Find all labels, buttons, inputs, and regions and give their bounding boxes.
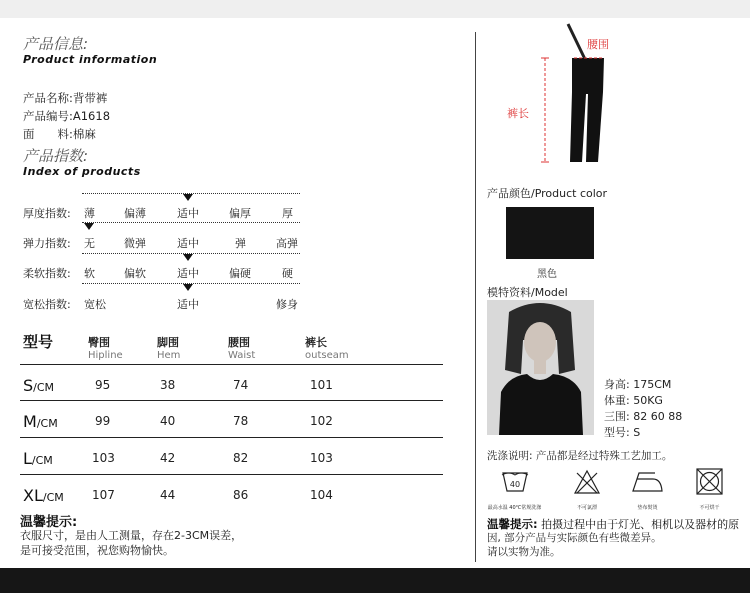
model-photo <box>487 300 594 435</box>
wash-caption: 最高水温 40℃常规洗涤 <box>487 505 542 511</box>
model-weight: 体重: 50KG <box>604 394 663 407</box>
index-marker-softness <box>183 254 193 261</box>
color-swatch-black <box>506 207 594 259</box>
wash-icons <box>487 467 737 509</box>
column-outseam <box>305 334 365 361</box>
index-label-softness: 柔软指数: <box>23 267 71 280</box>
wash-caption: 垫布熨烫 <box>637 505 658 511</box>
index-option: 适中 <box>177 298 199 311</box>
info-label: 产品名称: <box>23 91 73 105</box>
table-cell: 74 <box>233 378 249 392</box>
info-value: 背带裤 <box>72 91 108 105</box>
table-cell: 107 <box>92 488 115 502</box>
table-cell: 82 <box>233 451 249 465</box>
table-row <box>20 449 443 469</box>
bottom-bar <box>0 568 750 593</box>
color-title: 产品颜色/Product color <box>487 187 608 200</box>
table-cell: 44 <box>160 488 176 502</box>
table-cell: 42 <box>160 451 176 465</box>
wash-caption: 不可氯漂 <box>576 505 597 511</box>
index-option: 偏硬 <box>229 267 251 280</box>
index-marker-elasticity <box>84 223 94 230</box>
info-line-name <box>23 90 107 106</box>
index-option: 无 <box>84 237 95 250</box>
no-bleach-icon <box>567 467 607 497</box>
index-label-thickness: 厚度指数: <box>23 207 71 220</box>
column-cn: 臀围 <box>88 336 110 349</box>
column-en: Hipline <box>88 350 123 361</box>
column-cn: 腰围 <box>228 336 250 349</box>
table-cell: 101 <box>310 378 333 392</box>
size-name: L/CM <box>23 449 53 468</box>
wash-caption: 不可烘干 <box>699 505 720 511</box>
info-line-code <box>23 108 110 124</box>
size-table-header: 型号 <box>23 333 54 351</box>
tips-left-line1: 衣服尺寸，是由人工测量，存在2-3CM误差， <box>20 529 243 542</box>
table-cell: 104 <box>310 488 333 502</box>
index-label-fit: 宽松指数: <box>23 298 71 311</box>
info-line-fabric <box>23 126 96 142</box>
tips-right-line1: 拍摄过程中由于灯光、相机以及器材的原 <box>537 518 740 531</box>
info-value: A1618 <box>72 109 111 123</box>
table-cell: 38 <box>160 378 176 392</box>
index-option: 高弹 <box>276 237 298 250</box>
info-label: 产品编号: <box>23 109 73 123</box>
index-option: 弹 <box>235 237 246 250</box>
column-cn: 脚围 <box>157 336 179 349</box>
table-divider <box>20 400 443 401</box>
model-title: 模特资料/Model <box>487 286 568 299</box>
column-cn: 裤长 <box>305 336 327 349</box>
table-cell: 78 <box>233 414 249 428</box>
wash-temp: 40 <box>509 480 521 489</box>
tips-right-line2: 因, 部分产品与实际颜色有些微差异。 <box>487 532 662 544</box>
size-name: S/CM <box>23 376 55 395</box>
table-cell: 99 <box>95 414 111 428</box>
index-option: 适中 <box>177 267 199 280</box>
column-hipline <box>88 334 138 361</box>
model-size: 型号: S <box>604 426 641 439</box>
index-marker-fit <box>183 284 193 291</box>
index-option: 厚 <box>282 207 293 220</box>
index-option: 薄 <box>84 207 95 220</box>
table-row <box>20 486 443 506</box>
product-info-title-en: Product information <box>23 53 158 66</box>
index-option: 偏厚 <box>229 207 251 220</box>
wash-title: 洗涤说明: 产品都是经过特殊工艺加工。 <box>487 450 673 462</box>
iron-group <box>625 467 670 511</box>
model-height: 身高: 175CM <box>604 378 672 391</box>
tips-right-first-line <box>487 516 739 532</box>
no-tumble-dry-group <box>687 467 732 511</box>
index-option: 修身 <box>276 298 298 311</box>
product-info-title-cn: 产品信息: <box>23 35 89 53</box>
table-cell: 102 <box>310 414 333 428</box>
index-option: 适中 <box>177 237 199 250</box>
pants-body <box>570 58 604 162</box>
column-waist <box>228 334 278 361</box>
table-cell: 40 <box>160 414 176 428</box>
column-divider <box>475 32 476 562</box>
index-title-cn: 产品指数: <box>23 147 89 165</box>
table-cell: 95 <box>95 378 111 392</box>
tips-right-title: 温馨提示: <box>487 517 538 531</box>
table-divider <box>20 474 443 475</box>
column-en: outseam <box>305 350 349 361</box>
model-measurements: 三围: 82 60 88 <box>604 410 683 423</box>
tips-left-title: 温馨提示: <box>20 515 78 530</box>
top-bar <box>0 0 750 18</box>
waist-label: 腰围 <box>587 38 609 51</box>
index-marker-thickness <box>183 194 193 201</box>
size-name: M/CM <box>23 412 58 431</box>
column-en: Hem <box>157 350 181 361</box>
index-label-elasticity: 弹力指数: <box>23 237 71 250</box>
tips-left-line2: 是可接受范围，祝您购物愉快。 <box>20 544 174 557</box>
length-label: 裤长 <box>507 107 529 120</box>
table-cell: 103 <box>92 451 115 465</box>
no-tumble-dry-icon <box>687 467 732 497</box>
wash-40-icon <box>487 467 542 497</box>
info-value: 棉麻 <box>72 127 96 141</box>
column-hem <box>157 334 207 361</box>
size-name: XL/CM <box>23 486 64 505</box>
index-option: 偏薄 <box>124 207 146 220</box>
table-row <box>20 412 443 432</box>
index-title-en: Index of products <box>23 165 141 178</box>
column-en: Waist <box>228 350 256 361</box>
index-option: 软 <box>84 267 95 280</box>
index-option: 硬 <box>282 267 293 280</box>
index-option: 适中 <box>177 207 199 220</box>
index-option: 微弹 <box>124 237 146 250</box>
index-option: 宽松 <box>84 298 106 311</box>
table-divider <box>20 437 443 438</box>
index-dotline <box>82 222 300 223</box>
table-row <box>20 376 443 396</box>
table-cell: 103 <box>310 451 333 465</box>
index-option: 偏软 <box>124 267 146 280</box>
table-divider <box>20 364 443 365</box>
iron-icon <box>625 467 670 497</box>
table-cell: 86 <box>233 488 249 502</box>
color-name: 黑色 <box>537 269 557 280</box>
info-label: 面 料: <box>23 127 73 141</box>
tips-right-line3: 请以实物为准。 <box>487 546 561 558</box>
no-bleach-group <box>567 467 607 511</box>
wash-40-group <box>487 467 542 511</box>
